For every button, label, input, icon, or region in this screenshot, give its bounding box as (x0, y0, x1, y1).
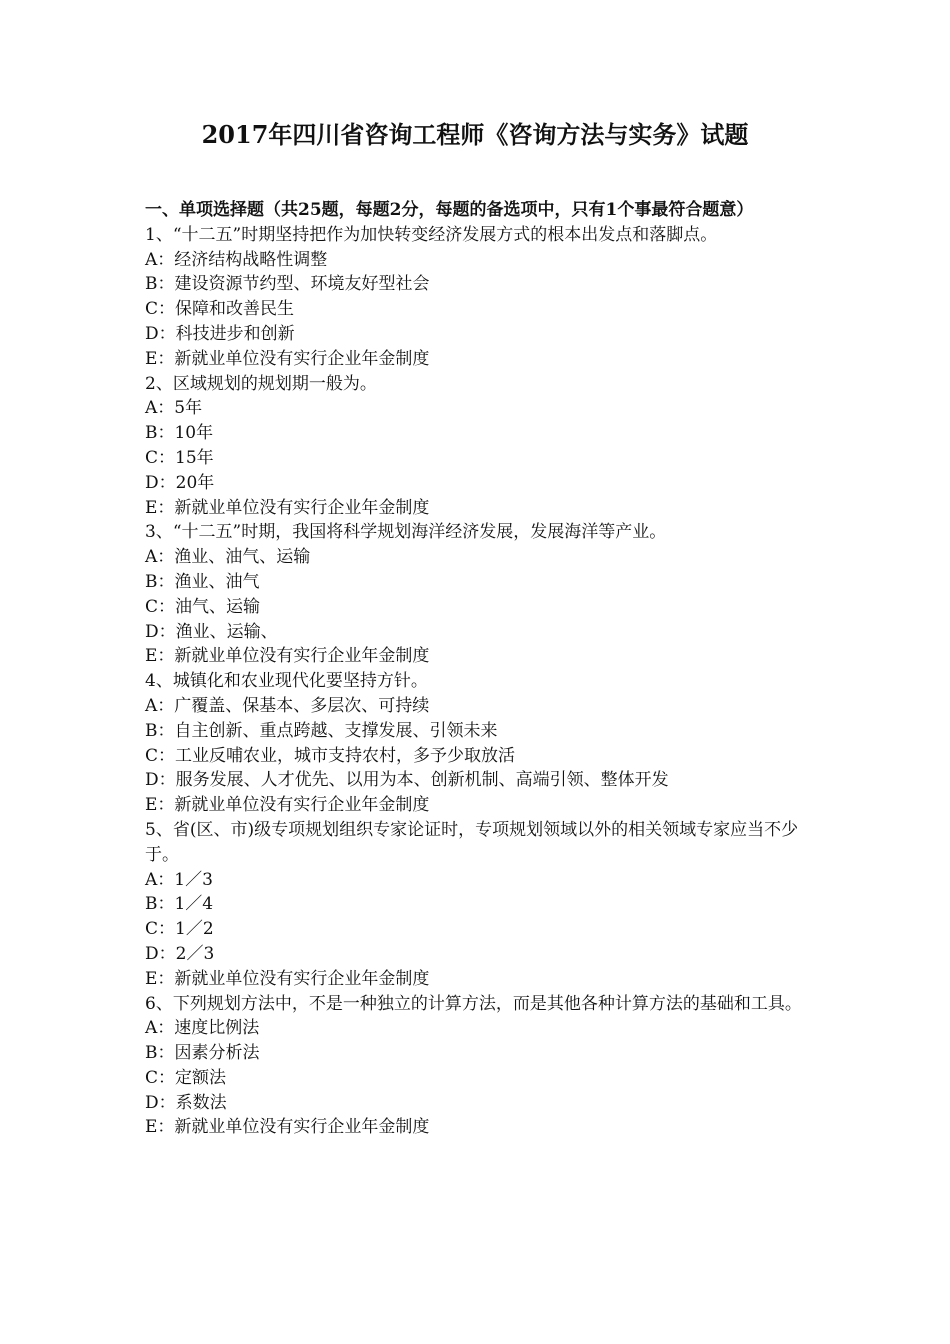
option-d: D：20年 (145, 472, 215, 493)
question-text: 6、下列规划方法中，不是一种独立的计算方法，而是其他各种计算方法的基础和工具。 (145, 993, 802, 1014)
option-b: B：自主创新、重点跨越、支撑发展、引领未来 (145, 720, 498, 741)
option-e: E：新就业单位没有实行企业年金制度 (145, 795, 430, 816)
option-d: D：科技进步和创新 (145, 323, 295, 344)
question-text: 1、“十二五”时期坚持把作为加快转变经济发展方式的根本出发点和落脚点。 (145, 224, 718, 245)
option-e: E：新就业单位没有实行企业年金制度 (145, 1117, 430, 1138)
question-6 (145, 992, 815, 1141)
section-heading: 一、单项选择题（共25题，每题2分，每题的备选项中，只有1个事最符合题意） (145, 200, 754, 220)
option-d: D：系数法 (145, 1092, 227, 1113)
option-b: B：10年 (145, 423, 214, 444)
option-d: D：渔业、运输、 (145, 621, 278, 642)
question-5 (145, 818, 815, 992)
question-text: 4、城镇化和农业现代化要坚持方针。 (145, 671, 428, 692)
option-a: A：1／3 (145, 869, 213, 890)
option-b: B：建设资源节约型、环境友好型社会 (145, 274, 430, 295)
question-2 (145, 372, 815, 521)
option-c: C：15年 (145, 447, 214, 468)
document-title: 2017年四川省咨询工程师《咨询方法与实务》试题 (201, 120, 749, 149)
option-d: D：2／3 (145, 943, 215, 964)
option-e: E：新就业单位没有实行企业年金制度 (145, 497, 430, 518)
option-e: E：新就业单位没有实行企业年金制度 (145, 968, 430, 989)
option-e: E：新就业单位没有实行企业年金制度 (145, 348, 430, 369)
option-a: A：广覆盖、保基本、多层次、可持续 (145, 695, 430, 716)
option-c: C：定额法 (145, 1067, 227, 1088)
question-3 (145, 520, 815, 669)
option-b: B：因素分析法 (145, 1043, 260, 1064)
option-a: A：经济结构战略性调整 (145, 249, 328, 270)
option-b: B：1／4 (145, 894, 214, 915)
option-d: D：服务发展、人才优先、以用为本、创新机制、高端引领、整体开发 (145, 770, 669, 791)
question-1 (145, 223, 815, 372)
option-c: C：保障和改善民生 (145, 299, 295, 320)
option-b: B：渔业、油气 (145, 571, 260, 592)
document-content (145, 198, 815, 1140)
option-c: C：油气、运输 (145, 596, 261, 617)
option-c: C：1／2 (145, 919, 214, 940)
question-text: 3、“十二五”时期，我国将科学规划海洋经济发展，发展海洋等产业。 (145, 522, 667, 543)
option-a: A：渔业、油气、运输 (145, 547, 311, 568)
option-e: E：新就业单位没有实行企业年金制度 (145, 646, 430, 667)
question-text: 5、省(区、市)级专项规划组织专家论证时，专项规划领域以外的相关领域专家应当不少于。 (145, 819, 799, 865)
option-a: A：速度比例法 (145, 1018, 260, 1039)
option-a: A：5年 (145, 398, 203, 419)
question-4 (145, 669, 815, 818)
option-c: C：工业反哺农业，城市支持农村，多予少取放活 (145, 745, 516, 766)
question-text: 2、区域规划的规划期一般为。 (145, 373, 377, 394)
